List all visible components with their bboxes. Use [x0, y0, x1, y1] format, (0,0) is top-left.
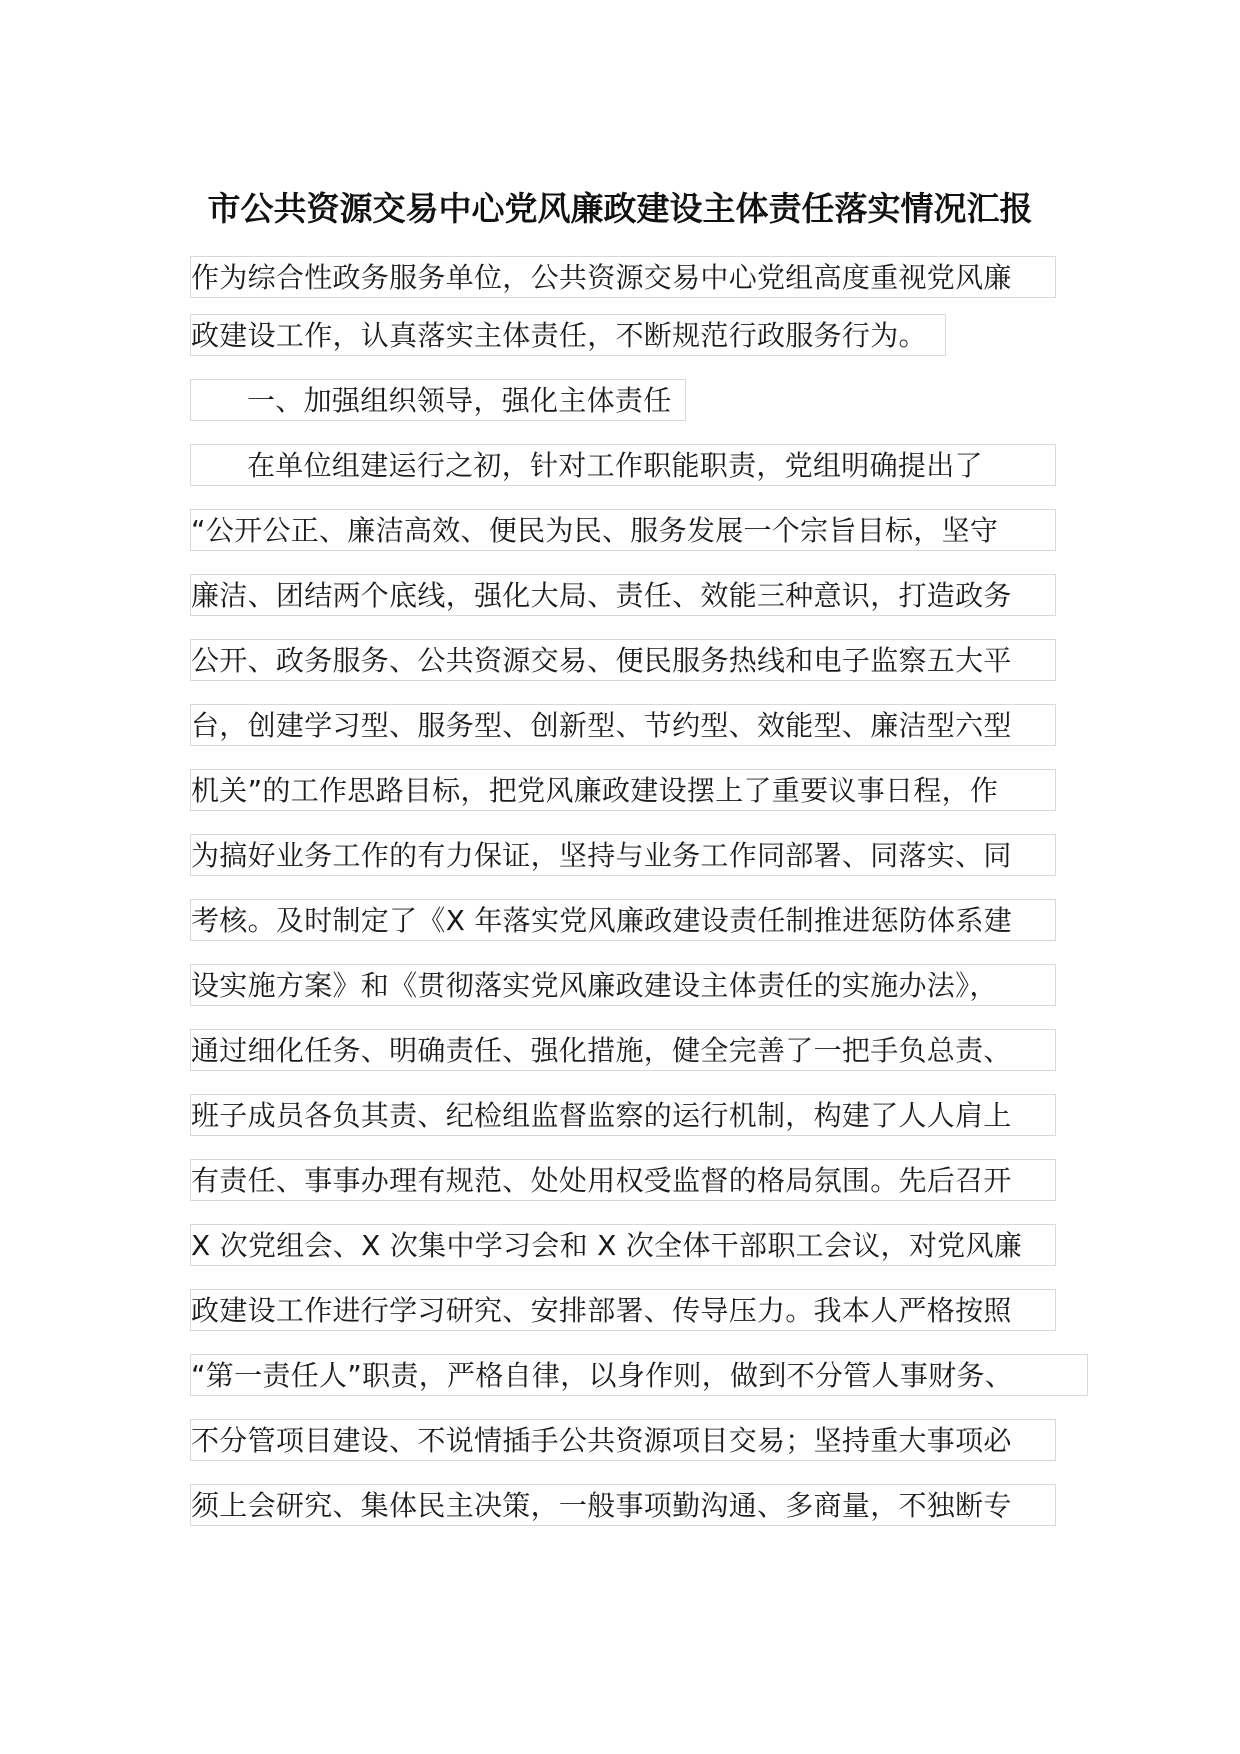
text-line: “第一责任人”职责，严格自律，以身作则，做到不分管人事财务、	[190, 1354, 1088, 1396]
text-line: 作为综合性政务服务单位，公共资源交易中心党组高度重视党风廉	[190, 256, 1056, 298]
text-line: 政建设工作进行学习研究、安排部署、传导压力。我本人严格按照	[190, 1289, 1056, 1331]
text-line: 考核。及时制定了《X 年落实党风廉政建设责任制推进惩防体系建	[190, 899, 1056, 941]
text-line: 台，创建学习型、服务型、创新型、节约型、效能型、廉洁型六型	[190, 704, 1056, 746]
text-line: 政建设工作，认真落实主体责任，不断规范行政服务行为。	[190, 314, 946, 356]
text-line: 为搞好业务工作的有力保证，坚持与业务工作同部署、同落实、同	[190, 834, 1056, 876]
text-line: 通过细化任务、明确责任、强化措施，健全完善了一把手负总责、	[190, 1029, 1056, 1071]
text-line: 公开、政务服务、公共资源交易、便民服务热线和电子监察五大平	[190, 639, 1056, 681]
text-line: 不分管项目建设、不说情插手公共资源项目交易；坚持重大事项必	[190, 1419, 1056, 1461]
section-heading: 一、加强组织领导，强化主体责任	[190, 379, 686, 421]
text-line: 须上会研究、集体民主决策，一般事项勤沟通、多商量，不独断专	[190, 1484, 1056, 1526]
text-line: 在单位组建运行之初，针对工作职能职责，党组明确提出了	[190, 444, 1056, 486]
text-line: 廉洁、团结两个底线，强化大局、责任、效能三种意识，打造政务	[190, 574, 1056, 616]
text-line: “公开公正、廉洁高效、便民为民、服务发展一个宗旨目标，坚守	[190, 509, 1056, 551]
text-line: 机关”的工作思路目标，把党风廉政建设摆上了重要议事日程，作	[190, 769, 1056, 811]
text-line: 设实施方案》和《贯彻落实党风廉政建设主体责任的实施办法》，	[190, 964, 1056, 1006]
text-line: 班子成员各负其责、纪检组监督监察的运行机制，构建了人人肩上	[190, 1094, 1056, 1136]
text-line: 有责任、事事办理有规范、处处用权受监督的格局氛围。先后召开	[190, 1159, 1056, 1201]
text-line: X 次党组会、X 次集中学习会和 X 次全体干部职工会议，对党风廉	[190, 1224, 1056, 1266]
document-title: 市公共资源交易中心党风廉政建设主体责任落实情况汇报	[207, 189, 1033, 228]
